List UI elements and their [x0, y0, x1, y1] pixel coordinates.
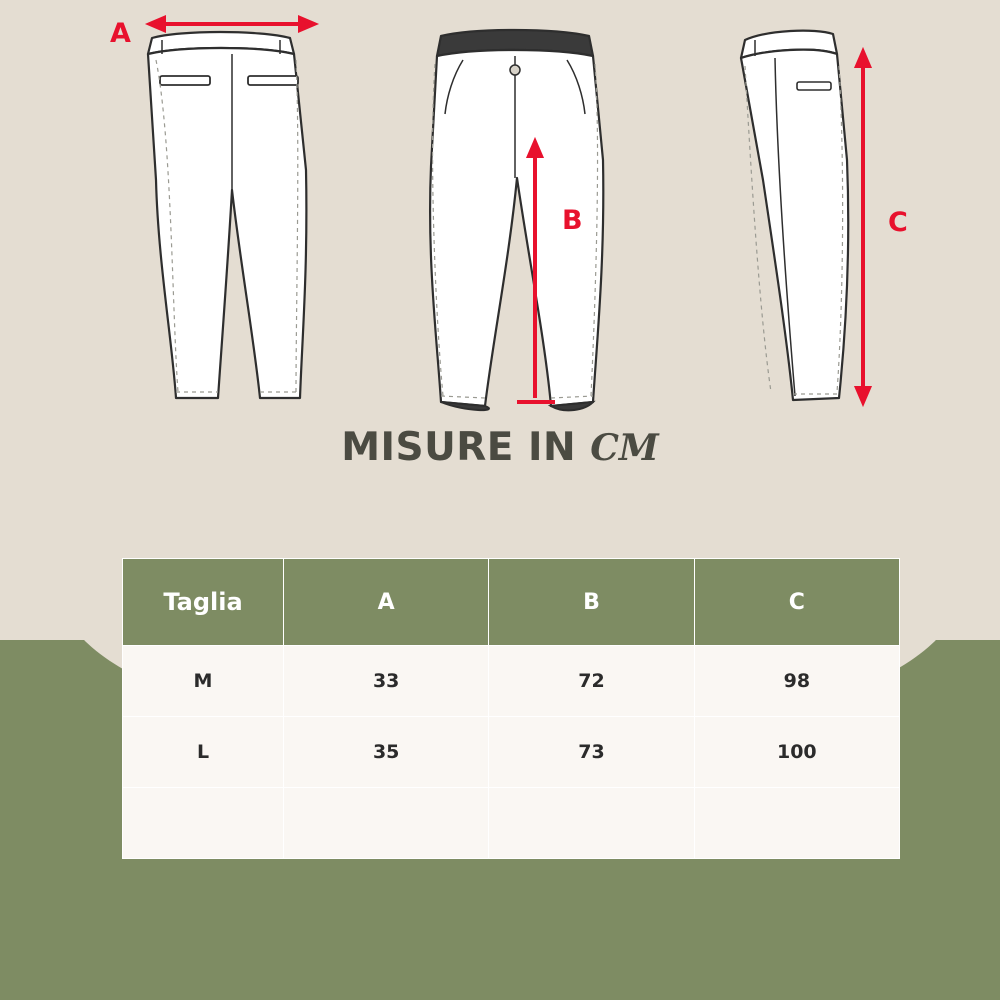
table-row — [123, 646, 900, 717]
measure-label-c: C — [888, 207, 908, 238]
size-table — [122, 558, 900, 859]
title-main-text: MISURE IN — [341, 425, 577, 470]
size-table-header — [123, 559, 900, 646]
cell-size — [123, 788, 284, 859]
page-title — [0, 425, 1000, 470]
trousers-back-view-icon — [110, 10, 330, 420]
cell-b: 72 — [489, 646, 694, 717]
cell-a: 35 — [284, 717, 489, 788]
table-header-a: A — [284, 559, 489, 646]
cell-c — [694, 788, 899, 859]
measure-label-a: A — [110, 18, 131, 49]
table-header-b: B — [489, 559, 694, 646]
cell-a: 33 — [284, 646, 489, 717]
cell-size: M — [123, 646, 284, 717]
trousers-illustrations — [0, 0, 1000, 430]
table-row — [123, 788, 900, 859]
cell-a — [284, 788, 489, 859]
measure-label-b: B — [562, 205, 583, 236]
cell-c: 98 — [694, 646, 899, 717]
cell-size: L — [123, 717, 284, 788]
trousers-side-view-icon — [715, 10, 905, 420]
cell-b: 73 — [489, 717, 694, 788]
table-header-c: C — [694, 559, 899, 646]
cell-c: 100 — [694, 717, 899, 788]
size-table-body — [123, 646, 900, 859]
table-row — [123, 717, 900, 788]
table-header-row — [123, 559, 900, 646]
title-unit-text: CM — [590, 427, 659, 469]
cell-b — [489, 788, 694, 859]
table-header-taglia: Taglia — [123, 559, 284, 646]
trousers-front-view-icon — [405, 10, 620, 420]
